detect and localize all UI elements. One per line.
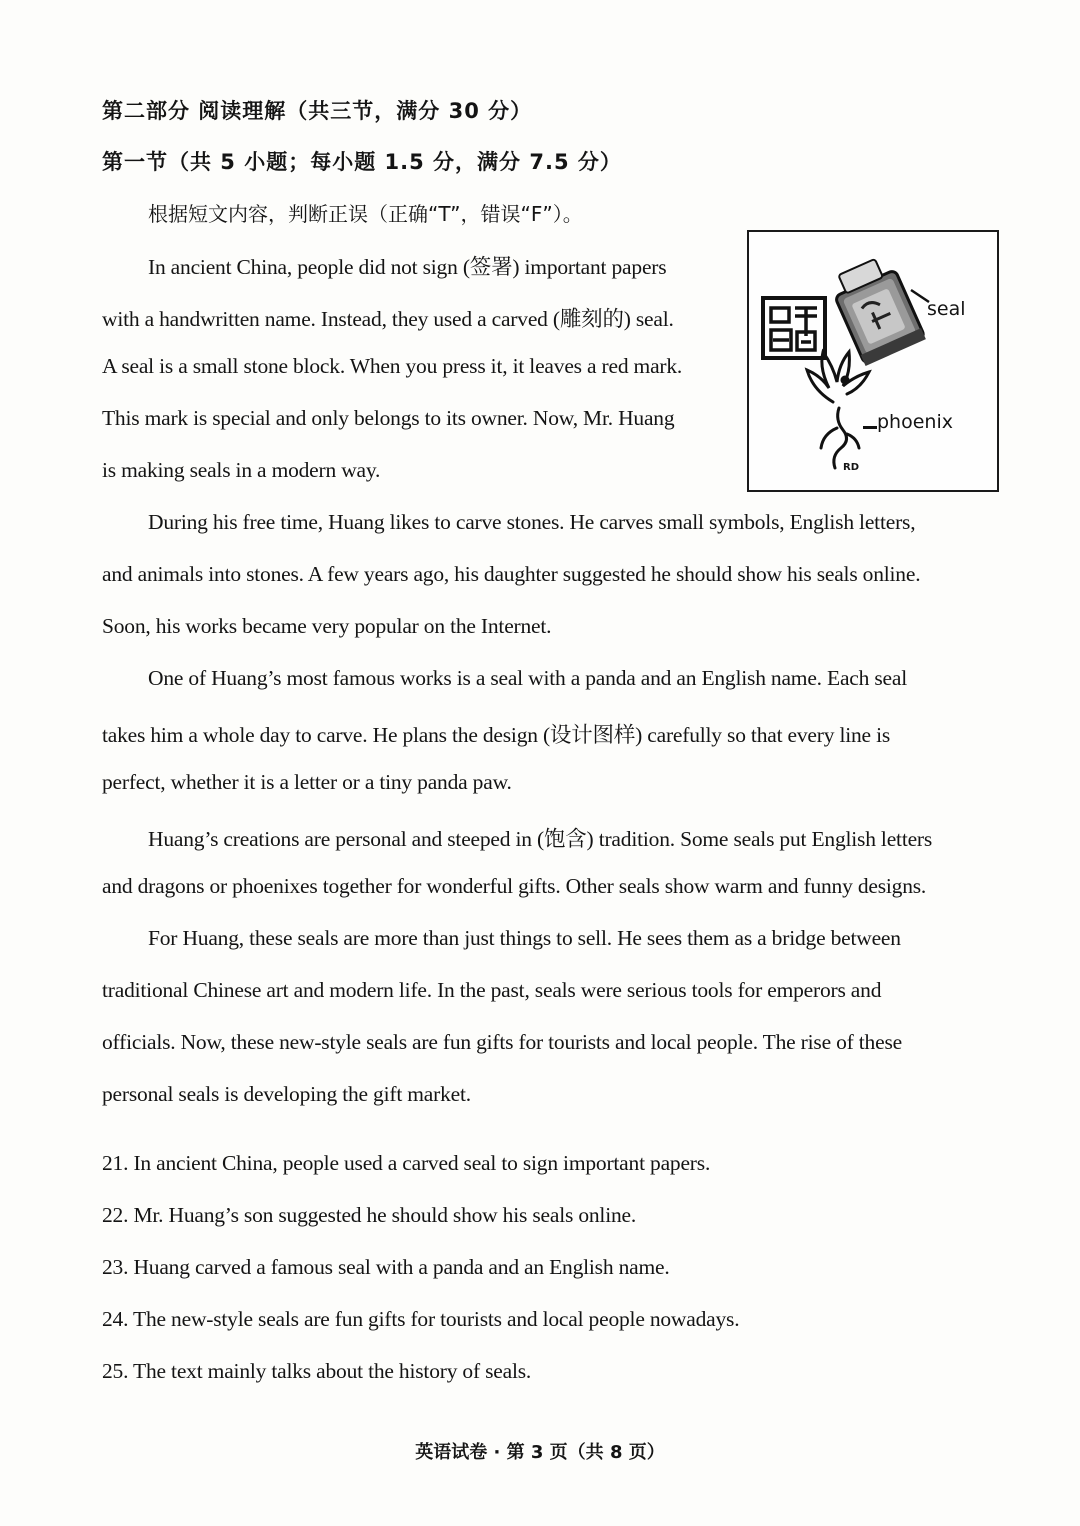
passage-line: In ancient China, people did not sign (签署) important papers [148,255,667,279]
passage-line: with a handwritten name. Instead, they used a carved (雕刻的) seal. [102,307,674,331]
passage-line: personal seals is developing the gift market. [102,1082,471,1106]
passage-line: A seal is a small stone block. When you press it, it leaves a red mark. [102,354,683,378]
page-footer: 英语试卷 · 第 3 页（共 8 页） [415,1442,665,1463]
seal-figure [747,230,999,492]
phoenix-label: phoenix [877,411,953,433]
passage-line: During his free time, Huang likes to carve stones. He carves small symbols, English letters, [148,510,916,534]
question-25: 25. The text mainly talks about the history of seals. [102,1359,532,1383]
stamp-impression-icon [763,298,825,358]
passage-line: officials. Now, these new-style seals are fun gifts for tourists and local people. The rise of these [102,1030,902,1054]
passage-line: and dragons or phoenixes together for wonderful gifts. Other seals show warm and funny designs. [102,874,927,898]
question-23: 23. Huang carved a famous seal with a panda and an English name. [102,1255,670,1279]
phoenix-initials: RD [843,462,860,473]
passage-line: perfect, whether it is a letter or a tiny panda paw. [102,770,512,794]
phoenix-pointer [863,426,877,429]
passage-line: takes him a whole day to carve. He plans the design (设计图样) carefully so that every line is [102,723,891,747]
question-21: 21. In ancient China, people used a carved seal to sign important papers. [102,1151,711,1175]
question-22: 22. Mr. Huang’s son suggested he should show his seals online. [102,1203,637,1227]
passage-line: is making seals in a modern way. [102,458,381,482]
section-subtitle: 第一节（共 5 小题；每小题 1.5 分，满分 7.5 分） [102,150,622,174]
instruction: 根据短文内容，判断正误（正确“T”，错误“F”）。 [148,202,583,226]
question-24: 24. The new-style seals are fun gifts for tourists and local people nowadays. [102,1307,740,1331]
passage-line: and animals into stones. A few years ago, his daughter suggested he should show his seals online. [102,562,921,586]
passage-line: Huang’s creations are personal and steeped in (饱含) tradition. Some seals put English letters [148,827,933,851]
seal-label: seal [927,298,966,320]
part-title: 第二部分 阅读理解（共三节，满分 30 分） [102,99,533,123]
seal-stone-icon [827,253,926,366]
seal-illustration [749,232,997,490]
passage-line: This mark is special and only belongs to its owner. Now, Mr. Huang [102,406,675,430]
phoenix-icon [807,352,869,468]
passage-line: For Huang, these seals are more than just things to sell. He sees them as a bridge between [148,926,901,950]
passage-line: traditional Chinese art and modern life. In the past, seals were serious tools for emperors and [102,978,882,1002]
passage-line: One of Huang’s most famous works is a seal with a panda and an English name. Each seal [148,666,907,690]
passage-line: Soon, his works became very popular on the Internet. [102,614,552,638]
